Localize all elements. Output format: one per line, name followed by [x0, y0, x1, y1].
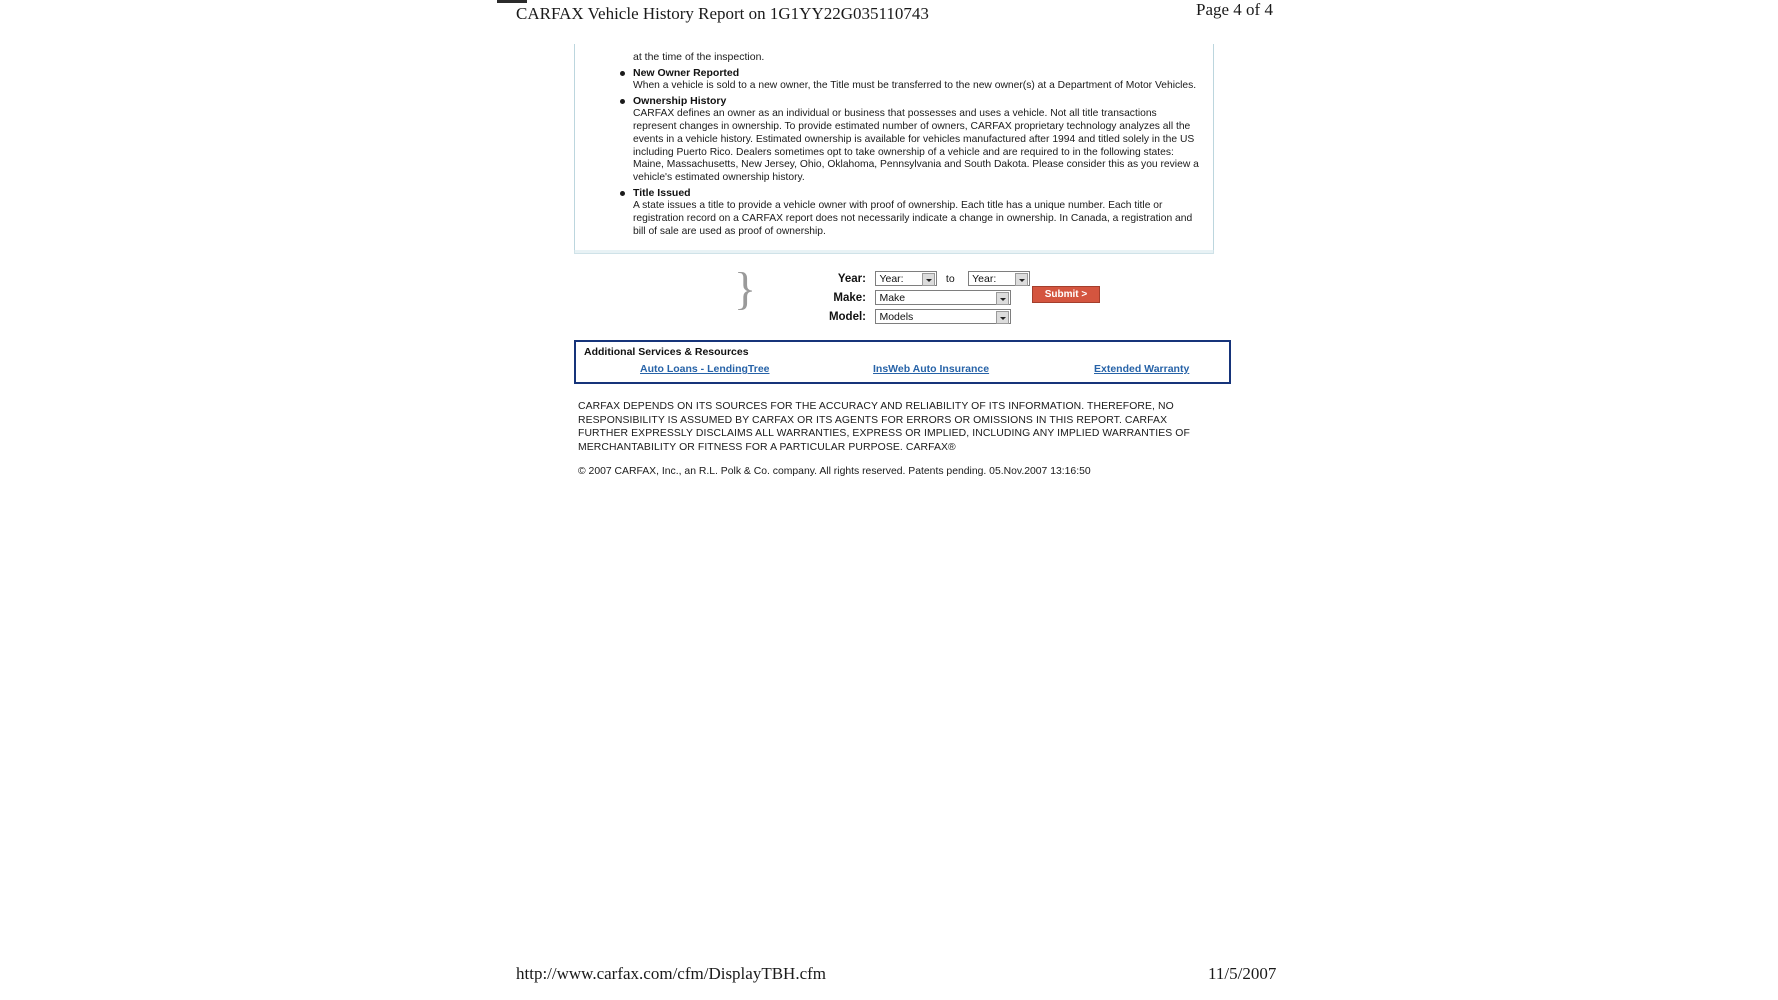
year-from-value: Year: [879, 273, 904, 286]
brace-decoration-icon: } [734, 263, 757, 314]
make-select[interactable] [875, 290, 1011, 305]
print-footer-url: http://www.carfax.com/cfm/DisplayTBH.cfm [516, 964, 827, 983]
glossary-continued-text: at the time of the inspection. [633, 51, 765, 63]
glossary-item [585, 94, 1203, 185]
make-value: Make [879, 292, 906, 305]
glossary-term: New Owner Reported [633, 66, 740, 79]
year-from-select[interactable] [875, 271, 937, 286]
glossary-panel [574, 44, 1214, 251]
make-label: Make: [833, 291, 866, 304]
glossary-term: Ownership History [633, 94, 727, 107]
chevron-down-icon[interactable] [996, 292, 1009, 305]
to-label: to [945, 272, 955, 285]
model-row [820, 308, 1011, 328]
glossary-item [585, 186, 1203, 239]
auto-insurance-link[interactable]: InsWeb Auto Insurance [873, 363, 990, 375]
chevron-down-icon[interactable] [922, 273, 935, 286]
model-value: Models [879, 311, 914, 324]
additional-services-title: Additional Services & Resources [584, 346, 749, 358]
print-header-page-indicator: Page 4 of 4 [1196, 0, 1273, 19]
year-to-select[interactable] [968, 271, 1030, 286]
bullet-icon [620, 99, 625, 104]
glossary-definition: A state issues a title to provide a vehicle owner with proof of ownership. Each title has a unique number. Each title or registration record on a CARFAX report does not necessarily indicate a change in ownership. In Canada, a registration and bill of sale are used as proof of ownership. [633, 200, 1193, 238]
print-footer [0, 964, 1778, 988]
glossary-item [585, 66, 1203, 93]
year-to-value: Year: [972, 273, 997, 286]
model-select[interactable] [875, 309, 1011, 324]
extended-warranty-link[interactable]: Extended Warranty [1094, 363, 1190, 375]
glossary-definition: CARFAX defines an owner as an individual or business that possesses and uses a vehicle. Not all title transactions represent changes in ownership. To provide estimated number of owners, CARFAX proprietary technology analyzes all the events in a vehicle history. Estimated ownership is available for vehicles manufactured after 1994 and titled solely in the US including Puerto Rico. Dealers sometimes opt to take ownership of a vehicle and are required to in the following states: Maine, Massachusetts, New Jersey, Ohio, Oklahoma, Pennsylvania and South Dakota. Please consider this as you review a vehicle's estimated ownership history. [633, 108, 1199, 184]
print-header-title: CARFAX Vehicle History Report on 1G1YY22G035110743 [516, 4, 929, 23]
year-row [820, 270, 1030, 290]
bullet-icon [620, 71, 625, 76]
print-footer-date: 11/5/2007 [1208, 964, 1277, 983]
make-row [820, 289, 1011, 309]
additional-services-box [574, 340, 1231, 384]
glossary-definition: When a vehicle is sold to a new owner, the Title must be transferred to the new owner(s) at a Department of Motor Vehicles. [633, 79, 1197, 91]
model-label: Model: [828, 310, 866, 323]
auto-loans-link[interactable]: Auto Loans - LendingTree [640, 363, 770, 375]
bullet-icon [620, 191, 625, 196]
legal-disclaimer: CARFAX DEPENDS ON ITS SOURCES FOR THE ACCURACY AND RELIABILITY OF ITS INFORMATION. THEREFORE, NO RESPONSIBILITY IS ASSUMED BY CARFAX OR ITS AGENTS FOR ERRORS OR OMISSIONS IN THIS REPORT. CARFAX FURTHER EXPRESSLY DISCLAIMS ALL WARRANTIES, EXPRESS OR IMPLIED, INCLUDING ANY IMPLIED WARRANTIES OF MERCHANTABILITY OR FITNESS FOR A PARTICULAR PURPOSE. CARFAX® [578, 401, 1190, 454]
year-label: Year: [837, 272, 866, 285]
copyright-notice: © 2007 CARFAX, Inc., an R.L. Polk & Co. company. All rights reserved. Patents pending. 05.Nov.2007 13:16:50 [578, 466, 1091, 477]
chevron-down-icon[interactable] [996, 311, 1009, 324]
glossary-term: Title Issued [633, 187, 691, 200]
vehicle-selector-form [734, 262, 1140, 324]
submit-button[interactable]: Submit > [1032, 286, 1100, 303]
chevron-down-icon[interactable] [1015, 273, 1028, 286]
